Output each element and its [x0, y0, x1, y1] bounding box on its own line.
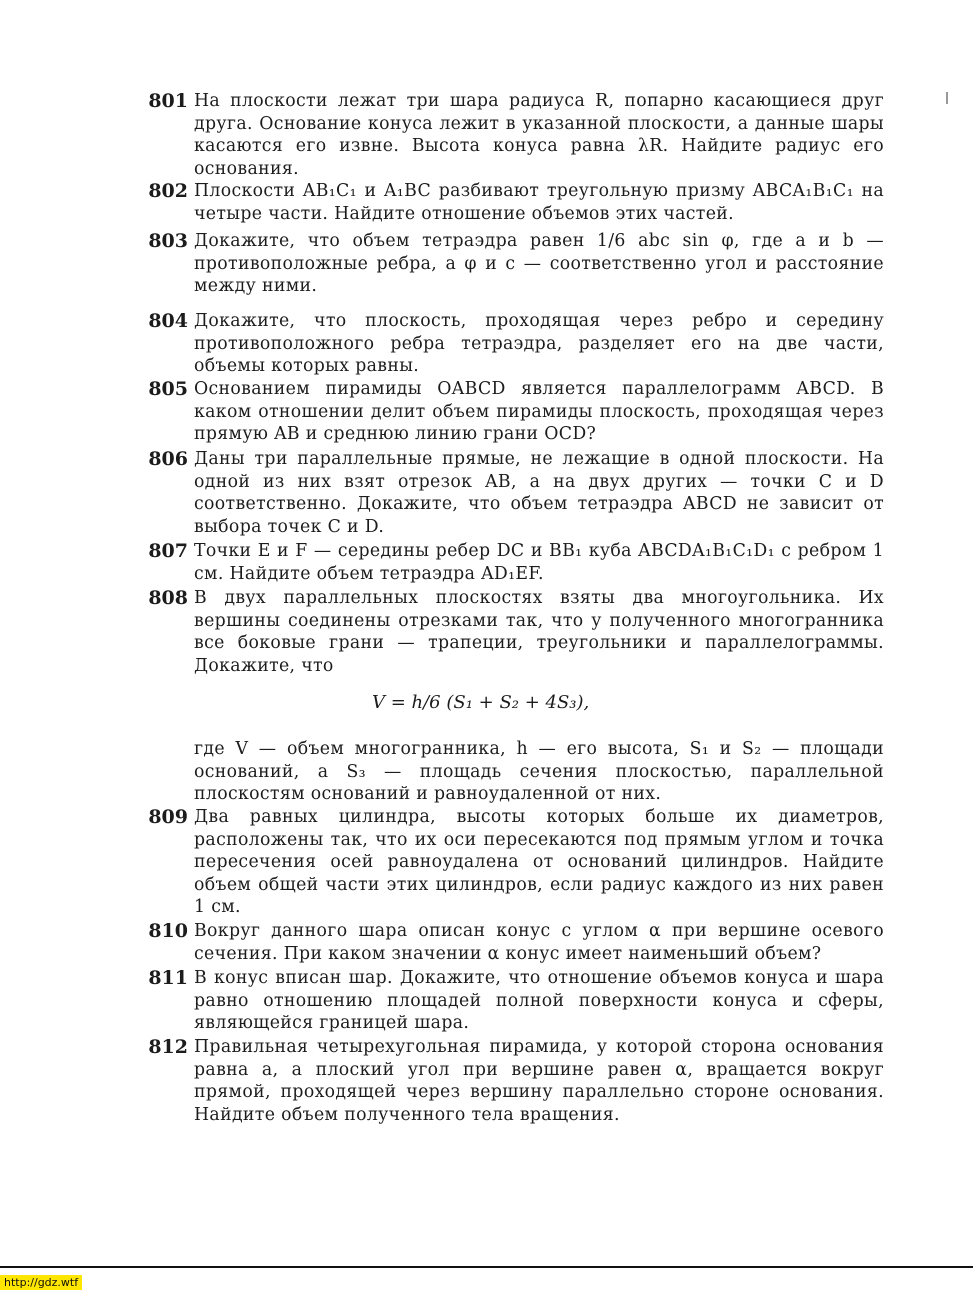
problem-text: где V — объем многогранника, h — его высота, S₁ и S₂ — площади оснований, а S₃ — площадь сечения плоскостью, параллельной плоскостям оснований и равноудаленной от них. [194, 739, 884, 804]
problem-text: Докажите, что плоскость, проходящая через ребро и середину противоположного ребра тетраэдра, разделяет его на две части, объемы которых равны. [194, 311, 884, 376]
problem-text: Основанием пирамиды OABCD является параллелограмм ABCD. В каком отношении делит объем пирамиды плоскость, проходящая через прямую AB и среднюю линию грани OCD? [194, 379, 884, 444]
problem-number: 812 [148, 1036, 188, 1058]
problem-number: 806 [148, 448, 188, 470]
problem-text: В двух параллельных плоскостях взяты два многоугольника. Их вершины соединены отрезками так, что у полученного многогранника все боковые грани — трапеции, треугольники и параллелограммы. Докажите, что [194, 588, 884, 676]
problem-text: Вокруг данного шара описан конус с углом α при вершине осевого сечения. При каком значении α конус имеет наименьший объем? [194, 921, 884, 964]
source-link[interactable]: http://gdz.wtf [0, 1275, 82, 1290]
problem-text: Докажите, что объем тетраэдра равен 1/6 abc sin φ, где a и b — противоположные ребра, а φ и c — соответственно угол и расстояние между ними. [194, 231, 884, 296]
problem-text: Правильная четырехугольная пирамида, у которой сторона основания равна a, а плоский угол при вершине равен α, вращается вокруг прямой, проходящей через вершину параллельно стороне основания. Найдите объем полученного тела вращения. [194, 1037, 884, 1125]
problem-number: 801 [148, 90, 188, 112]
problem-text: В конус вписан шар. Докажите, что отношение объемов конуса и шара равно отношению площадей полной поверхности конуса и сферы, являющейся границей шара. [194, 968, 884, 1033]
volume-formula: V = h/6 (S₁ + S₂ + 4S₃), [372, 692, 590, 713]
problem-number: 802 [148, 180, 188, 202]
footer-rule [0, 1266, 973, 1268]
problem-text: Два равных цилиндра, высоты которых больше их диаметров, расположены так, что их оси пересекаются под прямым углом и точка пересечения осей равноудалена от оснований цилиндров. Найдите объем общей части этих цилиндров, если радиус каждого из них равен 1 см. [194, 807, 884, 917]
problem-number: 803 [148, 230, 188, 252]
problem-text: На плоскости лежат три шара радиуса R, попарно касающиеся друг друга. Основание конуса лежит в указанной плоскости, а данные шары касаются его извне. Высота конуса равна λR. Найдите радиус его основания. [194, 91, 884, 179]
problem-text: Плоскости AB₁C₁ и A₁BC разбивают треугольную призму ABCA₁B₁C₁ на четыре части. Найдите отношение объемов этих частей. [194, 181, 884, 224]
problem-text: Даны три параллельные прямые, не лежащие в одной плоскости. На одной из них взят отрезок AB, а на двух других — точки C и D соответственно. Докажите, что объем тетраэдра ABCD не зависит от выбора точек C и D. [194, 449, 884, 537]
problem-text: Точки E и F — середины ребер DC и BB₁ куба ABCDA₁B₁C₁D₁ с ребром 1 см. Найдите объем тетраэдра AD₁EF. [194, 541, 884, 584]
problem-number: 804 [148, 310, 188, 332]
problem-number: 811 [148, 967, 188, 989]
problem-number: 805 [148, 378, 188, 400]
problem-number: 807 [148, 540, 188, 562]
problem-number: 810 [148, 920, 188, 942]
problem-number: 808 [148, 587, 188, 609]
problem-number: 809 [148, 806, 188, 828]
margin-mark [946, 92, 948, 104]
